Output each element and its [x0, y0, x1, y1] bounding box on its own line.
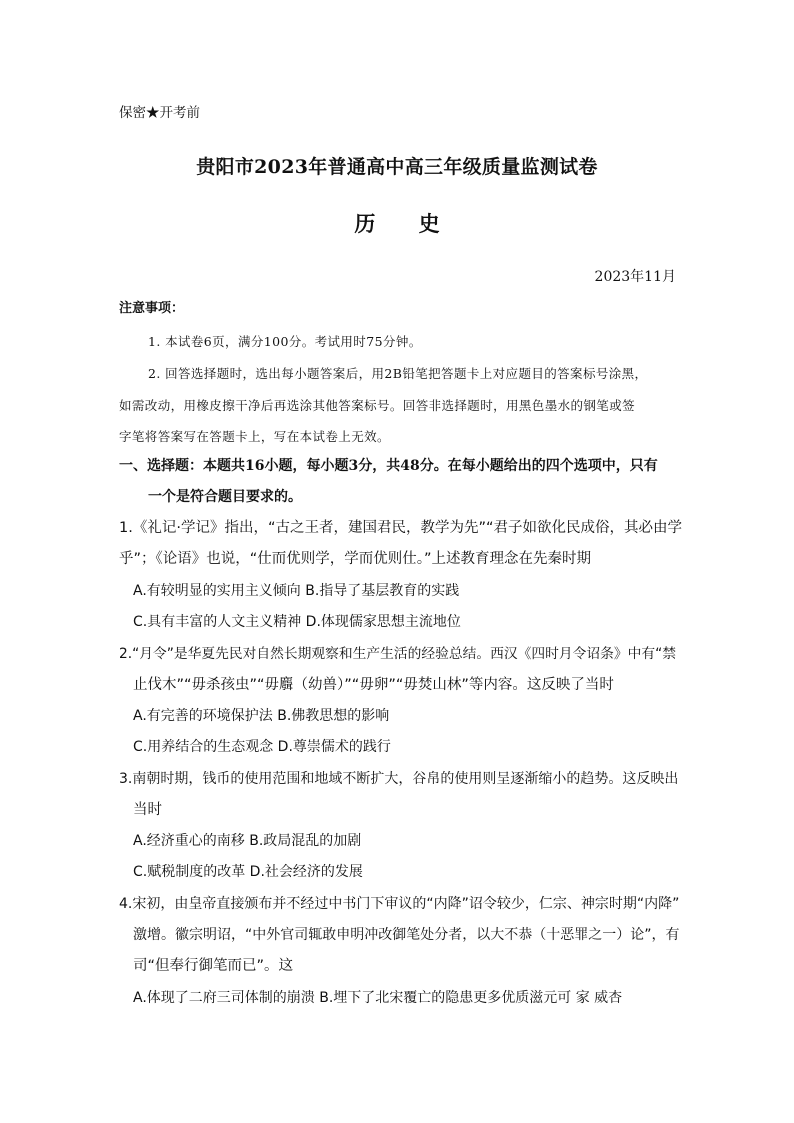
notice-item-2-line-3: 字笔将答案写在答题卡上，写在本试卷上无效。: [119, 429, 390, 444]
exam-date: 2023年11月: [594, 269, 676, 285]
question-2-options-ab: A.有完善的环境保护法 B.佛教思想的影响: [133, 708, 390, 724]
question-4-line-1: 4.宋初，由皇帝直接颁布并不经过中书门下审议的“内降”诏令较少，仁宗、神宗时期“内降”: [119, 896, 680, 912]
question-1-options-ab: A.有较明显的实用主义倾向 B.指导了基层教育的实践: [133, 583, 460, 599]
notice-item-2-line-1: 2. 回答选择题时，选出每小题答案后，用2B铅笔把答题卡上对应题目的答案标号涂黑，: [148, 366, 648, 381]
notice-heading: 注意事项：: [119, 301, 185, 316]
question-4-options-ab: A.体现了二府三司体制的崩溃 B.埋下了北宋覆亡的隐患更多优质滋元可 家 威杏: [133, 990, 623, 1006]
confidential-label: 保密★开考前: [119, 105, 200, 121]
question-3-options-cd: C.赋税制度的改革 D.社会经济的发展: [133, 864, 363, 880]
section-heading-line-1: 一、选择题：本题共16小题，每小题3分，共48分。在每小题给出的四个选项中，只有: [119, 458, 658, 474]
question-2-options-cd: C.用养结合的生态观念 D.尊崇儒术的践行: [133, 739, 391, 755]
subject-title: 历 史: [354, 211, 458, 236]
question-2-line-1: 2.“月令”是华夏先民对自然长期观察和生产生活的经验总结。西汉《四时月令诏条》中有“禁: [119, 646, 676, 662]
question-4-line-3: 司“但奉行御笔而已”。这: [133, 958, 294, 974]
question-3-options-ab: A.经济重心的南移 B.政局混乱的加剧: [133, 833, 362, 849]
question-4-line-2: 激增。徽宗明诏，“中外官司辄敢申明冲改御笔处分者，以大不恭（十恶罪之一）论”，有: [133, 927, 680, 943]
notice-item-2-line-2: 如需改动，用橡皮擦干净后再选涂其他答案标号。回答非选择题时，用黑色墨水的钢笔或签: [119, 398, 636, 413]
question-1-line-2: 乎”；《论语》也说，“仕而优则学，学而优则仕。”上述教育理念在先秦时期: [119, 551, 592, 567]
question-1-options-cd: C.具有丰富的人文主义精神 D.体现儒家思想主流地位: [133, 614, 461, 630]
question-1-line-1: 1.《礼记·学记》指出，“古之王者，建国君民，教学为先”“君子如欲化民成俗，其必由学: [119, 520, 682, 536]
question-2-line-2: 止伐木”“毋杀孩虫”“毋麛（幼兽）”“毋卵”“毋焚山林”等内容。这反映了当时: [133, 677, 614, 693]
question-3-line-1: 3.南朝时期，钱币的使用范围和地域不断扩大，谷帛的使用则呈逐渐缩小的趋势。这反映出: [119, 771, 679, 787]
notice-item-1: 1. 本试卷6页，满分100分。考试用时75分钟。: [148, 334, 422, 349]
exam-title: 贵阳市2023年普通高中高三年级质量监测试卷: [196, 156, 598, 178]
section-heading-line-2: 一个是符合题目要求的。: [148, 489, 302, 505]
question-3-line-2: 当时: [133, 802, 162, 818]
